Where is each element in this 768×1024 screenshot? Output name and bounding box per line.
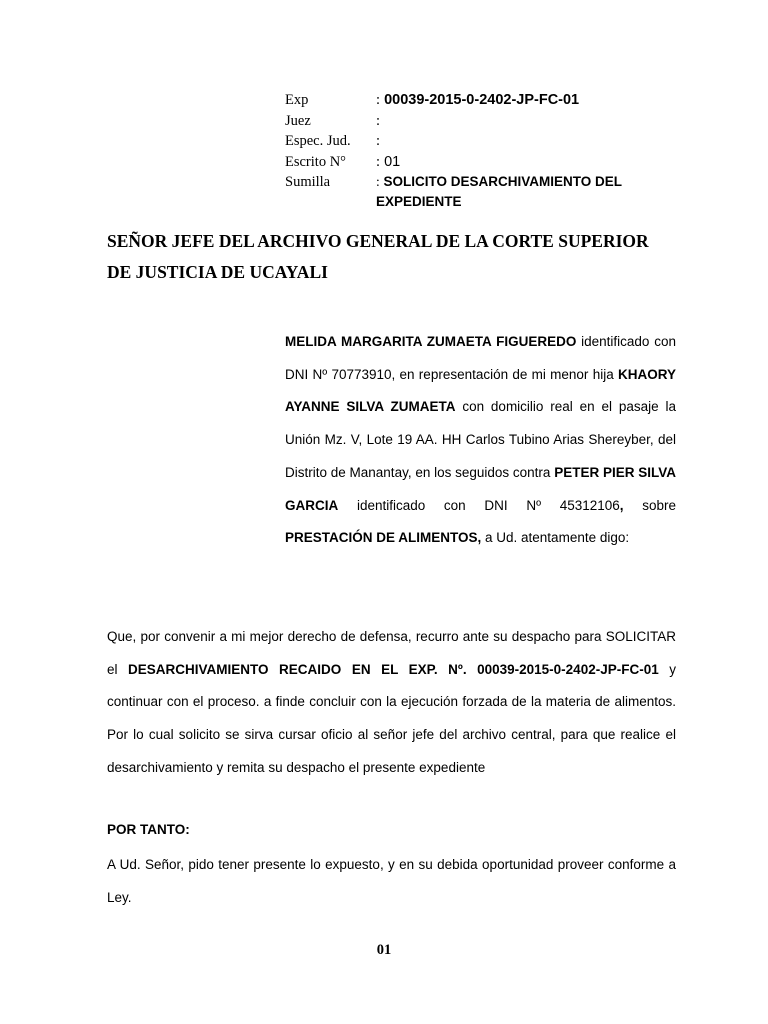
header-row-sumilla [285,172,685,211]
header-row-exp [285,90,685,111]
matter-name: PRESTACIÓN DE ALIMENTOS, [285,530,482,546]
defendant-name: PETER PIER SILVA GARCIA [285,464,676,513]
addressee-line1: SEÑOR JEFE DEL ARCHIVO GENERAL DE LA CORTE SUPERIOR [107,231,649,251]
page-number: 01 [376,942,392,958]
intro-text-3: identificado con DNI Nº 45312106 [338,497,620,513]
case-header [285,90,685,211]
escrito-label: Escrito N° [285,153,346,170]
header-row-escrito [285,152,685,173]
header-row-espec [285,131,685,152]
request-text-2: y continuar con el proceso. a finde concluir con la ejecución forzada de la materia de alimentos. Por lo cual solicito se sirva cursar oficio al señor jefe del archivo central, para que realice el desarchivamiento y remita su despacho el presente expediente [107,661,676,775]
header-row-juez [285,111,685,132]
juez-colon: : [376,112,381,129]
escrito-colon: : [376,153,381,170]
addressee-line2: DE JUSTICIA DE UCAYALI [107,262,328,282]
request-bold: DESARCHIVAMIENTO RECAIDO EN EL EXP. Nº. 00039-2015-0-2402-JP-FC-01 [128,661,659,677]
escrito-value: 01 [384,153,401,170]
closing-paragraph: A Ud. Señor, pido tener presente lo expuesto, y en su debida oportunidad proveer conforme a Ley. [107,857,676,905]
sumilla-value-line2: EXPEDIENTE [376,193,462,209]
request-text-1: Que, por convenir a mi mejor derecho de defensa, recurro ante su despacho para SOLICITAR el [107,629,676,677]
request-paragraph [107,621,676,785]
exp-label: Exp [285,92,309,108]
addressee-heading [107,226,687,288]
sumilla-label: Sumilla [285,174,331,190]
child-name: KHAORY AYANNE SILVA ZUMAETA [285,366,676,415]
intro-text-2: con domicilio real en el pasaje la Unión Mz. V, Lote 19 AA. HH Carlos Tubino Arias Shereyber, del Distrito de Manantay, en los seguidos contra [285,399,676,480]
intro-text-5: a Ud. atentamente digo: [481,530,630,546]
sumilla-colon: : [376,174,380,189]
espec-colon: : [376,133,381,149]
exp-value: 00039-2015-0-2402-JP-FC-01 [384,92,580,108]
petitioner-name: MELIDA MARGARITA ZUMAETA FIGUEREDO [285,334,577,349]
juez-label: Juez [285,112,311,129]
intro-text-1: identificado con DNI Nº 70773910, en representación de mi menor hija [285,334,676,382]
por-tanto-heading: POR TANTO: [107,822,190,837]
espec-label: Espec. Jud. [285,133,351,149]
intro-text-4: sobre [623,497,676,513]
exp-colon: : [376,92,381,108]
sumilla-value-line1: SOLICITO DESARCHIVAMIENTO DEL [383,174,623,189]
intro-comma: , [619,497,624,513]
intro-paragraph [285,326,676,555]
